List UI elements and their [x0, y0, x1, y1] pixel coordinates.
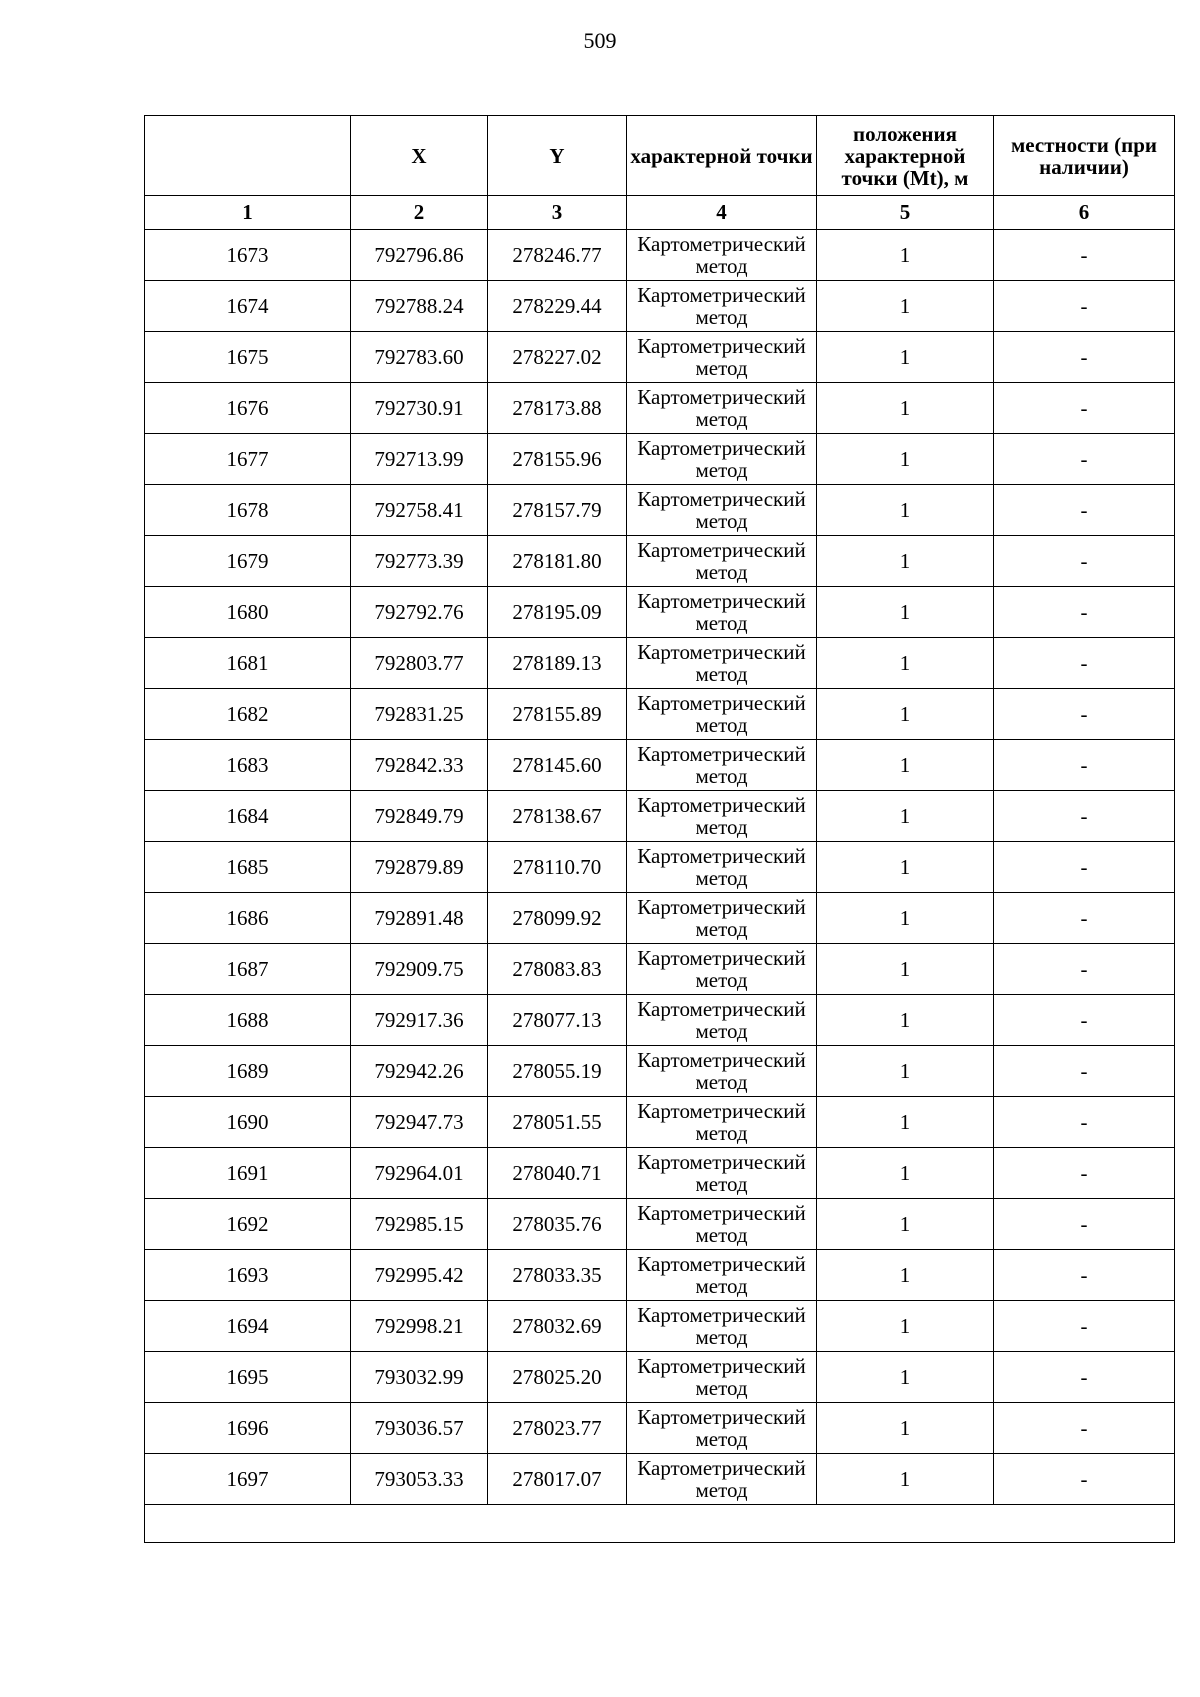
column-number-cell: 5 — [817, 196, 994, 230]
accuracy-cell: 1 — [817, 689, 994, 740]
y-coordinate-cell: 278099.92 — [488, 893, 627, 944]
method-cell: Картометрический метод — [627, 638, 817, 689]
column-number-cell: 2 — [351, 196, 488, 230]
column-number-cell: 1 — [145, 196, 351, 230]
accuracy-cell: 1 — [817, 1454, 994, 1505]
table-row — [145, 944, 1175, 995]
x-coordinate-cell: 792995.42 — [351, 1250, 488, 1301]
y-coordinate-cell: 278189.13 — [488, 638, 627, 689]
header-cell: местности (при наличии) — [994, 116, 1175, 196]
point-number-cell: 1693 — [145, 1250, 351, 1301]
description-cell: - — [994, 383, 1175, 434]
y-coordinate-cell: 278181.80 — [488, 536, 627, 587]
description-cell: - — [994, 536, 1175, 587]
accuracy-cell: 1 — [817, 842, 994, 893]
y-coordinate-cell: 278246.77 — [488, 230, 627, 281]
table-body — [145, 230, 1175, 1505]
accuracy-cell: 1 — [817, 1352, 994, 1403]
table-row — [145, 1403, 1175, 1454]
method-cell: Картометрический метод — [627, 230, 817, 281]
accuracy-cell: 1 — [817, 1403, 994, 1454]
header-cell: положения характерной точки (Mt), м — [817, 116, 994, 196]
x-coordinate-cell: 792917.36 — [351, 995, 488, 1046]
y-coordinate-cell: 278051.55 — [488, 1097, 627, 1148]
accuracy-cell: 1 — [817, 1199, 994, 1250]
description-cell: - — [994, 1403, 1175, 1454]
point-number-cell: 1689 — [145, 1046, 351, 1097]
y-coordinate-cell: 278055.19 — [488, 1046, 627, 1097]
table-row — [145, 791, 1175, 842]
accuracy-cell: 1 — [817, 1301, 994, 1352]
x-coordinate-cell: 792849.79 — [351, 791, 488, 842]
method-cell: Картометрический метод — [627, 332, 817, 383]
accuracy-cell: 1 — [817, 332, 994, 383]
x-coordinate-cell: 792909.75 — [351, 944, 488, 995]
description-cell: - — [994, 1097, 1175, 1148]
coordinates-table — [144, 115, 1175, 1543]
table-row — [145, 1352, 1175, 1403]
x-coordinate-cell: 792891.48 — [351, 893, 488, 944]
y-coordinate-cell: 278017.07 — [488, 1454, 627, 1505]
x-coordinate-cell: 792842.33 — [351, 740, 488, 791]
x-coordinate-cell: 793032.99 — [351, 1352, 488, 1403]
header-cell: характерной точки — [627, 116, 817, 196]
point-number-cell: 1683 — [145, 740, 351, 791]
point-number-cell: 1673 — [145, 230, 351, 281]
y-coordinate-cell: 278173.88 — [488, 383, 627, 434]
method-cell: Картометрический метод — [627, 791, 817, 842]
table-row — [145, 893, 1175, 944]
description-cell: - — [994, 1148, 1175, 1199]
method-cell: Картометрический метод — [627, 689, 817, 740]
description-cell: - — [994, 1352, 1175, 1403]
x-coordinate-cell: 792879.89 — [351, 842, 488, 893]
table-row — [145, 1097, 1175, 1148]
empty-footer-row — [145, 1505, 1175, 1543]
method-cell: Картометрический метод — [627, 1403, 817, 1454]
description-cell: - — [994, 893, 1175, 944]
description-cell: - — [994, 638, 1175, 689]
y-coordinate-cell: 278155.89 — [488, 689, 627, 740]
x-coordinate-cell: 792783.60 — [351, 332, 488, 383]
accuracy-cell: 1 — [817, 536, 994, 587]
point-number-cell: 1687 — [145, 944, 351, 995]
point-number-cell: 1690 — [145, 1097, 351, 1148]
y-coordinate-cell: 278025.20 — [488, 1352, 627, 1403]
description-cell: - — [994, 1454, 1175, 1505]
table-row — [145, 230, 1175, 281]
y-coordinate-cell: 278157.79 — [488, 485, 627, 536]
table-row — [145, 995, 1175, 1046]
x-coordinate-cell: 792803.77 — [351, 638, 488, 689]
description-cell: - — [994, 281, 1175, 332]
y-coordinate-cell: 278195.09 — [488, 587, 627, 638]
point-number-cell: 1680 — [145, 587, 351, 638]
y-coordinate-cell: 278035.76 — [488, 1199, 627, 1250]
table-row — [145, 1046, 1175, 1097]
x-coordinate-cell: 793053.33 — [351, 1454, 488, 1505]
method-cell: Картометрический метод — [627, 383, 817, 434]
accuracy-cell: 1 — [817, 638, 994, 689]
header-cell: Y — [488, 116, 627, 196]
y-coordinate-cell: 278229.44 — [488, 281, 627, 332]
method-cell: Картометрический метод — [627, 1148, 817, 1199]
point-number-cell: 1688 — [145, 995, 351, 1046]
point-number-cell: 1676 — [145, 383, 351, 434]
table-row — [145, 740, 1175, 791]
header-cell: X — [351, 116, 488, 196]
x-coordinate-cell: 792788.24 — [351, 281, 488, 332]
column-number-cell: 3 — [488, 196, 627, 230]
description-cell: - — [994, 587, 1175, 638]
point-number-cell: 1697 — [145, 1454, 351, 1505]
y-coordinate-cell: 278032.69 — [488, 1301, 627, 1352]
point-number-cell: 1682 — [145, 689, 351, 740]
header-row — [145, 116, 1175, 196]
y-coordinate-cell: 278077.13 — [488, 995, 627, 1046]
table-row — [145, 485, 1175, 536]
description-cell: - — [994, 485, 1175, 536]
y-coordinate-cell: 278033.35 — [488, 1250, 627, 1301]
point-number-cell: 1684 — [145, 791, 351, 842]
x-coordinate-cell: 792713.99 — [351, 434, 488, 485]
accuracy-cell: 1 — [817, 485, 994, 536]
y-coordinate-cell: 278138.67 — [488, 791, 627, 842]
point-number-cell: 1679 — [145, 536, 351, 587]
description-cell: - — [994, 1046, 1175, 1097]
table-row — [145, 1148, 1175, 1199]
method-cell: Картометрический метод — [627, 1199, 817, 1250]
accuracy-cell: 1 — [817, 995, 994, 1046]
method-cell: Картометрический метод — [627, 1097, 817, 1148]
description-cell: - — [994, 434, 1175, 485]
y-coordinate-cell: 278110.70 — [488, 842, 627, 893]
method-cell: Картометрический метод — [627, 1250, 817, 1301]
table-row — [145, 434, 1175, 485]
accuracy-cell: 1 — [817, 434, 994, 485]
x-coordinate-cell: 792831.25 — [351, 689, 488, 740]
x-coordinate-cell: 792998.21 — [351, 1301, 488, 1352]
point-number-cell: 1696 — [145, 1403, 351, 1454]
method-cell: Картометрический метод — [627, 740, 817, 791]
method-cell: Картометрический метод — [627, 281, 817, 332]
point-number-cell: 1691 — [145, 1148, 351, 1199]
accuracy-cell: 1 — [817, 1250, 994, 1301]
x-coordinate-cell: 792758.41 — [351, 485, 488, 536]
x-coordinate-cell: 792792.76 — [351, 587, 488, 638]
method-cell: Картометрический метод — [627, 944, 817, 995]
point-number-cell: 1686 — [145, 893, 351, 944]
description-cell: - — [994, 230, 1175, 281]
description-cell: - — [994, 842, 1175, 893]
description-cell: - — [994, 332, 1175, 383]
point-number-cell: 1695 — [145, 1352, 351, 1403]
point-number-cell: 1692 — [145, 1199, 351, 1250]
x-coordinate-cell: 792796.86 — [351, 230, 488, 281]
method-cell: Картометрический метод — [627, 1301, 817, 1352]
table-row — [145, 536, 1175, 587]
table-row — [145, 1250, 1175, 1301]
y-coordinate-cell: 278040.71 — [488, 1148, 627, 1199]
method-cell: Картометрический метод — [627, 995, 817, 1046]
accuracy-cell: 1 — [817, 281, 994, 332]
x-coordinate-cell: 792985.15 — [351, 1199, 488, 1250]
empty-footer-cell — [145, 1505, 1175, 1543]
y-coordinate-cell: 278083.83 — [488, 944, 627, 995]
accuracy-cell: 1 — [817, 791, 994, 842]
table-row — [145, 383, 1175, 434]
description-cell: - — [994, 944, 1175, 995]
y-coordinate-cell: 278227.02 — [488, 332, 627, 383]
table-row — [145, 281, 1175, 332]
accuracy-cell: 1 — [817, 893, 994, 944]
method-cell: Картометрический метод — [627, 434, 817, 485]
x-coordinate-cell: 792947.73 — [351, 1097, 488, 1148]
accuracy-cell: 1 — [817, 1046, 994, 1097]
table-row — [145, 1454, 1175, 1505]
column-number-cell: 4 — [627, 196, 817, 230]
description-cell: - — [994, 995, 1175, 1046]
table-row — [145, 332, 1175, 383]
page-number: 509 — [583, 28, 617, 53]
y-coordinate-cell: 278023.77 — [488, 1403, 627, 1454]
accuracy-cell: 1 — [817, 587, 994, 638]
y-coordinate-cell: 278155.96 — [488, 434, 627, 485]
method-cell: Картометрический метод — [627, 536, 817, 587]
x-coordinate-cell: 793036.57 — [351, 1403, 488, 1454]
method-cell: Картометрический метод — [627, 842, 817, 893]
point-number-cell: 1674 — [145, 281, 351, 332]
accuracy-cell: 1 — [817, 944, 994, 995]
method-cell: Картометрический метод — [627, 587, 817, 638]
point-number-cell: 1677 — [145, 434, 351, 485]
method-cell: Картометрический метод — [627, 1046, 817, 1097]
accuracy-cell: 1 — [817, 1097, 994, 1148]
table-row — [145, 1199, 1175, 1250]
description-cell: - — [994, 791, 1175, 842]
x-coordinate-cell: 792964.01 — [351, 1148, 488, 1199]
table-row — [145, 842, 1175, 893]
accuracy-cell: 1 — [817, 1148, 994, 1199]
method-cell: Картометрический метод — [627, 485, 817, 536]
point-number-cell: 1675 — [145, 332, 351, 383]
table-row — [145, 638, 1175, 689]
table-row — [145, 587, 1175, 638]
header-cell — [145, 116, 351, 196]
accuracy-cell: 1 — [817, 740, 994, 791]
description-cell: - — [994, 1199, 1175, 1250]
x-coordinate-cell: 792942.26 — [351, 1046, 488, 1097]
x-coordinate-cell: 792773.39 — [351, 536, 488, 587]
description-cell: - — [994, 689, 1175, 740]
column-number-cell: 6 — [994, 196, 1175, 230]
method-cell: Картометрический метод — [627, 1352, 817, 1403]
description-cell: - — [994, 1250, 1175, 1301]
accuracy-cell: 1 — [817, 383, 994, 434]
description-cell: - — [994, 740, 1175, 791]
point-number-cell: 1678 — [145, 485, 351, 536]
column-number-row — [145, 196, 1175, 230]
x-coordinate-cell: 792730.91 — [351, 383, 488, 434]
table-row — [145, 1301, 1175, 1352]
point-number-cell: 1685 — [145, 842, 351, 893]
point-number-cell: 1694 — [145, 1301, 351, 1352]
table-row — [145, 689, 1175, 740]
point-number-cell: 1681 — [145, 638, 351, 689]
description-cell: - — [994, 1301, 1175, 1352]
y-coordinate-cell: 278145.60 — [488, 740, 627, 791]
accuracy-cell: 1 — [817, 230, 994, 281]
method-cell: Картометрический метод — [627, 1454, 817, 1505]
method-cell: Картометрический метод — [627, 893, 817, 944]
